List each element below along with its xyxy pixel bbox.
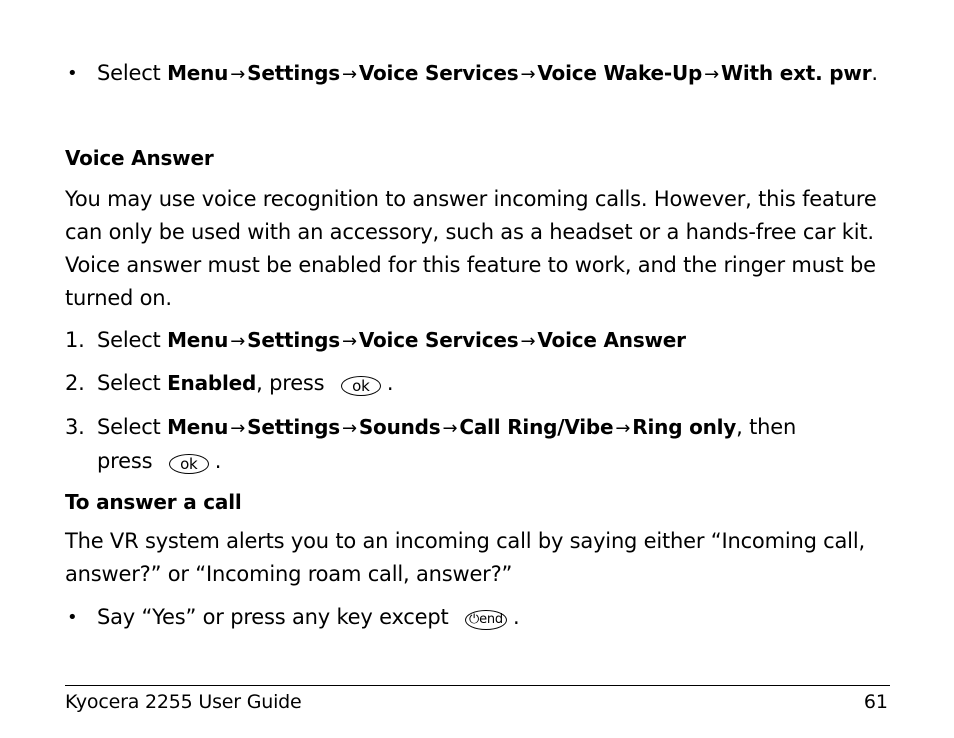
arrow-icon: → <box>341 64 357 85</box>
arrow-icon: → <box>230 331 246 352</box>
say-yes-bullet <box>65 601 895 634</box>
ok-key-icon: ok <box>341 376 381 396</box>
bullet-marker: • <box>67 607 78 628</box>
end-punct: . <box>214 449 222 473</box>
footer-title: Kyocera 2255 User Guide <box>65 691 302 713</box>
end-punct: . <box>871 61 878 85</box>
voice-answer-intro: You may use voice recognition to answer incoming calls. However, this feature can only be used with an accessory, such as a headset or a hands-free car kit. Voice answer must be enabled for this feature to work, and the ringer must be turned on. <box>65 187 877 310</box>
menu-path-item: Menu <box>167 61 229 85</box>
menu-path-item: Voice Services <box>358 328 519 352</box>
select-word: Select <box>97 415 161 439</box>
select-word: Select <box>97 61 161 85</box>
answer-call-intro: The VR system alerts you to an incoming call by saying either “Incoming call, answer?” or “Incoming roam call, answer?” <box>65 529 865 586</box>
arrow-icon: → <box>341 418 357 439</box>
arrow-icon: → <box>442 418 458 439</box>
section-heading-answer-call: To answer a call <box>65 490 242 514</box>
arrow-icon: → <box>704 64 720 85</box>
menu-path-item: Call Ring/Vibe <box>459 415 614 439</box>
step-number: 2. <box>65 371 85 395</box>
menu-path-item: With ext. pwr <box>721 61 872 85</box>
ok-key-icon: ok <box>169 454 209 474</box>
arrow-icon: → <box>230 418 246 439</box>
menu-path-item: Settings <box>247 61 340 85</box>
arrow-icon: → <box>230 64 246 85</box>
menu-path-item: Voice Services <box>358 61 519 85</box>
menu-path-item: Settings <box>247 415 340 439</box>
select-word: Select <box>97 371 161 395</box>
press-text: , press <box>256 371 325 395</box>
menu-path-item: Settings <box>247 328 340 352</box>
arrow-icon: → <box>341 331 357 352</box>
end-punct: . <box>513 605 520 629</box>
menu-path-item: Sounds <box>358 415 441 439</box>
end-punct: . <box>386 371 394 395</box>
arrow-icon: → <box>615 418 631 439</box>
step-number: 1. <box>65 328 85 352</box>
section-heading-voice-answer: Voice Answer <box>65 146 214 170</box>
footer-divider <box>65 685 890 686</box>
arrow-icon: → <box>520 331 536 352</box>
step-number: 3. <box>65 415 85 439</box>
menu-path-item: Ring only <box>632 415 737 439</box>
step-3 <box>65 411 895 478</box>
select-word: Select <box>97 328 161 352</box>
step-2 <box>65 367 895 400</box>
press-text: press <box>97 449 153 473</box>
page-number: 61 <box>863 691 888 713</box>
menu-path-item: Voice Answer <box>537 328 686 352</box>
wakeup-bullet <box>65 57 895 91</box>
arrow-icon: → <box>520 64 536 85</box>
step-1 <box>65 324 895 358</box>
say-yes-text: Say “Yes” or press any key except <box>97 605 449 629</box>
then-text: , then <box>736 415 797 439</box>
menu-path-item: Menu <box>167 328 229 352</box>
menu-path-item: Menu <box>167 415 229 439</box>
end-key-icon: ⏻end <box>465 610 507 630</box>
bullet-marker: • <box>67 63 78 84</box>
menu-path-item: Voice Wake-Up <box>537 61 703 85</box>
option-enabled: Enabled <box>167 371 257 395</box>
